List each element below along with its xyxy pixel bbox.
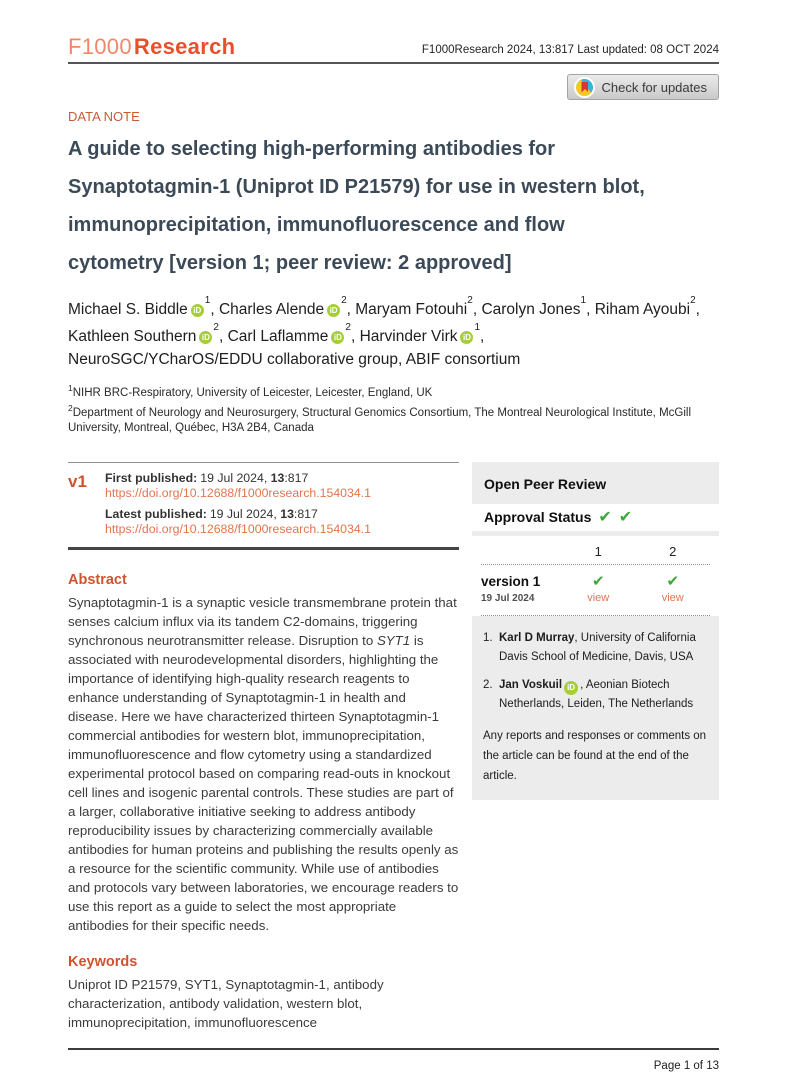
journal-citation: F1000Research 2024, 13:817 Last updated: 08 OCT 2024	[421, 44, 719, 56]
logo-f1000: F1000	[68, 34, 132, 59]
orcid-icon[interactable]: iD	[199, 331, 212, 344]
first-published-label: First published:	[105, 470, 198, 485]
orcid-icon[interactable]: iD	[460, 331, 473, 344]
reviewer-name: Jan Voskuil	[499, 678, 563, 691]
author: Carolyn Jones$^1$ ,	[481, 301, 594, 318]
reviewer-column-1: 1	[594, 543, 602, 559]
version-row	[481, 565, 710, 616]
gene-name: SYT1	[376, 632, 411, 648]
page-footer	[68, 1048, 719, 1072]
version-label: version 1	[481, 573, 541, 589]
title-line: cytometry [version 1; peer review: 2 approved]	[68, 252, 512, 274]
affiliation-ref: 1	[474, 322, 481, 334]
approval-status-row	[472, 504, 719, 531]
reviewer-list	[472, 616, 719, 714]
affiliation: $^2$Department of Neurology and Neurosurgery, Structural Genomics Consortium, The Montreal Neurological Institute, McGill University, Montreal, Québec, H3A 2B4, Canada	[68, 403, 692, 434]
reviewer-item: 1. Karl D Murray, University of California Davis School of Medicine, Davis, USA	[483, 631, 696, 663]
author: Michael S. Biddle $iD^1$ ,	[68, 301, 219, 318]
keywords-heading: Keywords	[68, 953, 138, 970]
reviewer-name: Karl D Murray	[499, 631, 575, 644]
peer-review-note: Any reports and responses or comments on the article can be found at the end of the article.	[483, 729, 707, 782]
reviewer-item: 2. Jan Voskuil iD , Aeonian Biotech Netherlands, Leiden, The Netherlands	[483, 678, 694, 710]
affiliation-ref: 2	[467, 295, 473, 306]
approved-check-icon: ✔	[591, 571, 605, 590]
latest-published-label: Latest published:	[105, 506, 207, 521]
article-type-label: DATA NOTE	[68, 109, 140, 124]
main-column	[68, 462, 459, 1032]
author: Kathleen Southern $iD^2$ ,	[68, 328, 228, 345]
updates-row	[68, 74, 719, 100]
logo-research: Research	[133, 34, 236, 59]
open-peer-review-panel	[472, 462, 719, 800]
crossmark-icon	[576, 79, 593, 96]
approved-check-icon: ✔	[666, 571, 680, 590]
version-badge: v1	[68, 471, 87, 491]
sidebar-column	[472, 462, 719, 800]
orcid-icon[interactable]: iD	[327, 304, 340, 317]
peer-review-title: Open Peer Review	[484, 475, 607, 492]
doi-link[interactable]: https://doi.org/10.12688/f1000research.154034.1	[105, 522, 371, 537]
author: Harvinder Virk $iD^1$ ,	[360, 328, 485, 345]
approval-status-label: Approval Status	[484, 508, 592, 525]
check-for-updates-label: Check for updates	[601, 79, 707, 95]
check-for-updates-button[interactable]	[567, 74, 719, 100]
doi-link[interactable]: https://doi.org/10.12688/f1000research.154034.1	[105, 486, 371, 501]
reviewer-column-2: 2	[669, 543, 677, 559]
reviewer-columns-row	[481, 536, 710, 565]
content-columns	[68, 462, 719, 1032]
affiliation-ref: 2	[213, 322, 219, 334]
affiliation-ref: 1	[204, 295, 211, 306]
page-header	[68, 36, 719, 64]
author-group: NeuroSGC/YCharOS/EDDU collaborative group ,	[68, 351, 406, 368]
author: Charles Alende $iD^2$ ,	[219, 301, 355, 318]
title-line: Synaptotagmin-1 (Uniprot ID P21579) for use in western blot,	[68, 176, 645, 198]
orcid-icon[interactable]: iD	[564, 681, 578, 695]
orcid-icon[interactable]: iD	[191, 304, 204, 317]
article-title	[68, 130, 719, 282]
orcid-icon[interactable]: iD	[331, 331, 344, 344]
keywords-text: Uniprot ID P21579, SYT1, Synaptotagmin-1, antibody characterization, antibody validation, western blot, immunoprecipitation, immunofluorescence	[68, 976, 384, 1030]
review-table	[472, 536, 719, 616]
first-published-entry: First published: 19 Jul 2024, 13:817 https://doi.org/10.12688/f1000research.154034.1	[105, 470, 371, 501]
title-line: A guide to selecting high-performing antibodies for	[68, 138, 556, 160]
approved-check-icon: ✔	[618, 506, 633, 526]
approved-check-icon: ✔	[598, 506, 612, 526]
abstract-heading: Abstract	[68, 571, 127, 588]
affiliation-ref: 2	[690, 295, 696, 306]
author: Riham Ayoubi$^2$ ,	[595, 301, 700, 318]
view-report-link[interactable]: view	[587, 591, 610, 604]
affiliations	[68, 381, 719, 436]
abstract-text: Synaptotagmin-1 is a synaptic vesicle transmembrane protein that senses calcium influx via its tandem C2-domains, triggering synchronous neurotransmitter release. Disruption to SYT1 is associated with neurodevelopmental disorders, highlighting the importance of identifying high-quality research reagents to enhance understanding of Synaptotagmin-1 in health and disease. Here we have characterized thirteen Synaptotagmin-1 commercial antibodies for western blot, immunoprecipitation, immunofluorescence and flow cytometry using a standardized experimental protocol based on comparing read-outs in knockout cell lines and isogenic parental controls. These studies are part of a larger, collaborative initiative seeking to address antibody reproducibility issues by characterizing commercially available antibodies for human proteins and publishing the results openly as a resource for the scientific community. While use of antibodies and protocols vary between laboratories, we encourage readers to use this report as a guide to select the most appropriate antibodies for their specific needs.	[68, 594, 459, 933]
author-list	[68, 294, 700, 371]
latest-published-entry: Latest published: 19 Jul 2024, 13:817 https://doi.org/10.12688/f1000research.154034.1	[105, 506, 371, 537]
view-report-link[interactable]: view	[661, 591, 684, 604]
version-date: 19 Jul 2024	[481, 592, 535, 604]
author: Maryam Fotouhi$^2$ ,	[355, 301, 481, 318]
affiliation-ref: 1	[580, 295, 587, 306]
author: Carl Laflamme $iD^2$ ,	[228, 328, 360, 345]
title-line: immunoprecipitation, immunofluorescence and flow	[68, 214, 565, 236]
affiliation-ref: 2	[345, 322, 351, 334]
f1000research-logo	[68, 36, 235, 58]
affiliation: $^1$NIHR BRC-Respiratory, University of Leicester, Leicester, England, UK	[68, 383, 433, 400]
page-number: Page 1 of 13	[653, 1059, 719, 1072]
affiliation-ref: 2	[341, 295, 347, 306]
version-history-box	[68, 462, 459, 550]
author-group: ABIF consortium	[405, 351, 521, 369]
